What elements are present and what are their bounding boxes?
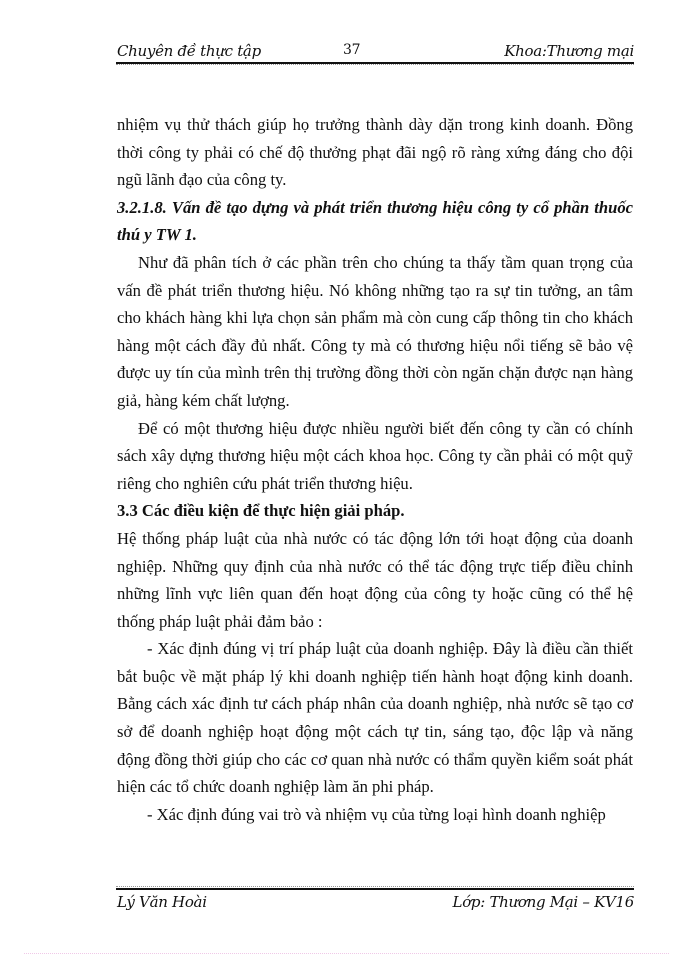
footer-divider <box>116 888 634 890</box>
paragraph: Như đã phân tích ở các phần trên cho chúng ta thấy tầm quan trọng của vấn đề phát triển thương hiệu. Nó không những tạo ra sự tin tưởng, an tâm cho khách hàng khi lựa chọn sản phẩm mà còn cung cấp thông tin cho khách hàng một cách đầy đủ nhất. Công ty mà có thương hiệu nổi tiếng sẽ bảo vệ được uy tín của mình trên thị trường đồng thời còn ngăn chặn được nạn hàng giả, hàng kém chất lượng. <box>117 252 633 410</box>
list-item: - Xác định đúng vai trò và nhiệm vụ của từng loại hình doanh nghiệp <box>147 804 606 824</box>
header-divider-thin <box>116 64 634 65</box>
paragraph: Hệ thống pháp luật của nhà nước có tác động lớn tới hoạt động của doanh nghiệp. Những quy định của nhà nước có thể tác động trực tiếp điều chỉnh những lĩnh vực liên quan đến hoạt động của công ty hoặc cũng có thể hệ thống pháp luật phải đảm bảo : <box>117 528 633 631</box>
section-heading-3-3: 3.3 Các điều kiện để thực hiện giải pháp. <box>117 501 405 521</box>
page-header <box>117 40 634 62</box>
page-number: 37 <box>343 42 361 58</box>
list-item: - Xác định đúng vị trí pháp luật của doanh nghiệp. Đây là điều cần thiết bắt buộc về mặt pháp lý khi doanh nghiệp tiến hành hoạt động kinh doanh. Bằng cách xác định tư cách pháp nhân của doanh nghiệp, nhà nước sẽ tạo cơ sở để doanh nghiệp hoạt động một cách tự tin, sáng tạo, độc lập và năng động đồng thời giúp cho các cơ quan nhà nước có thẩm quyền kiểm soát phát hiện các tổ chức doanh nghiệp làm ăn phi pháp. <box>117 639 633 797</box>
header-topic: Chuyên đề thực tập <box>117 42 261 60</box>
page-footer <box>117 893 634 915</box>
footer-author: Lý Văn Hoài <box>117 893 207 911</box>
header-faculty: Khoa:Thương mại <box>504 42 634 60</box>
paragraph: Để có một thương hiệu được nhiều người biết đến công ty cần có chính sách xây dựng thương hiệu một cách khoa học. Công ty cần phải có một quỹ riêng cho nghiên cứu phát triển thương hiệu. <box>117 418 633 493</box>
page-body <box>117 111 633 828</box>
paragraph: nhiệm vụ thử thách giúp họ trưởng thành dày dặn trong kinh doanh. Đồng thời công ty phải có chế độ thưởng phạt đãi ngộ rõ ràng xứng đáng cho đội ngũ lãnh đạo của công ty. <box>117 115 633 190</box>
section-heading-3-2-1-8: 3.2.1.8. Vấn đề tạo dựng và phát triển thương hiệu công ty cổ phần thuốc thú y TW 1. <box>117 197 633 245</box>
footer-class: Lớp: Thương Mại – KV16 <box>452 893 634 911</box>
footer-divider-thin <box>116 886 634 887</box>
page-boundary <box>24 953 669 954</box>
